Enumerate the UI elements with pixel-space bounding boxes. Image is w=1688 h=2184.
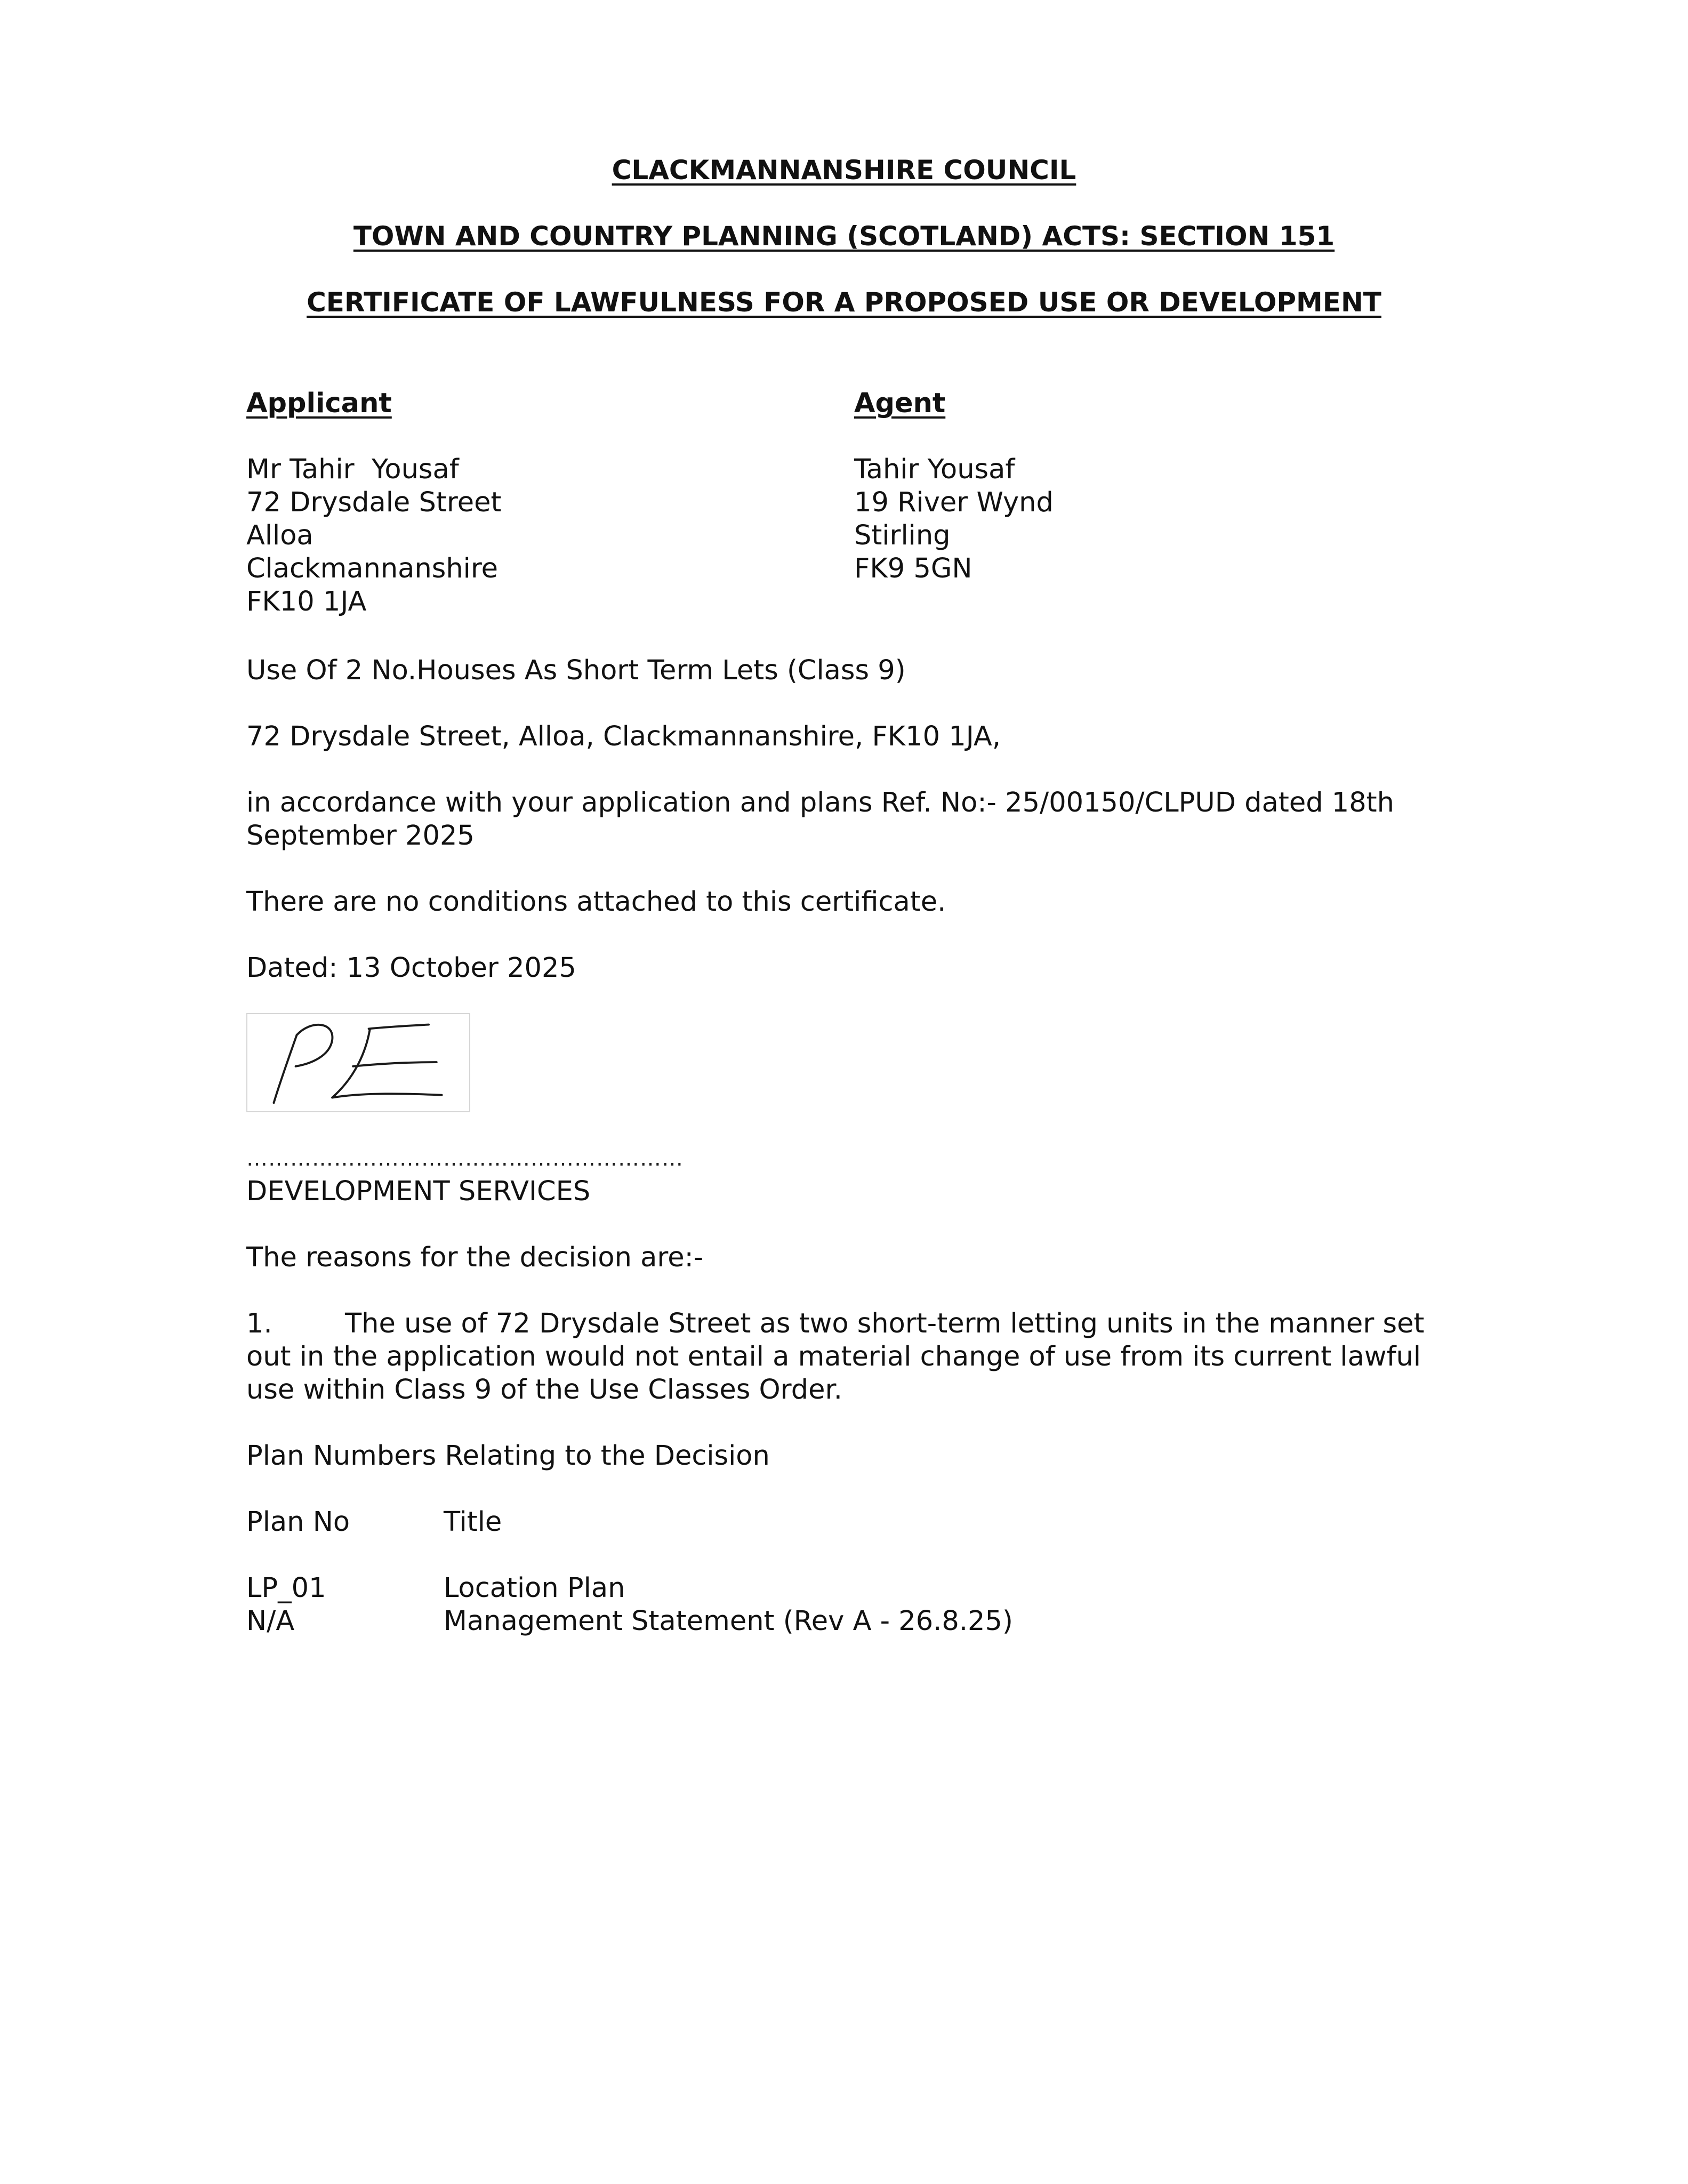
applicant-heading: Applicant	[246, 388, 392, 419]
applicant-line: Mr Tahir Yousaf	[246, 454, 459, 485]
agent-line: Tahir Yousaf	[854, 454, 1015, 485]
plan-title-column-header: Title	[444, 1506, 502, 1538]
applicant-address	[246, 453, 501, 619]
plan-title: Management Statement (Rev A - 26.8.25)	[444, 1605, 1013, 1637]
signature-image	[246, 1013, 470, 1112]
department-name: DEVELOPMENT SERVICES	[246, 1176, 591, 1207]
agent-address	[854, 453, 1054, 585]
applicant-line: FK10 1JA	[246, 586, 367, 617]
plan-no: LP_01	[246, 1572, 326, 1604]
reason-number: 1.	[246, 1308, 272, 1339]
certificate-title: CERTIFICATE OF LAWFULNESS FOR A PROPOSED USE OR DEVELOPMENT	[307, 287, 1381, 318]
agent-line: FK9 5GN	[854, 553, 972, 584]
reasons-intro: The reasons for the decision are:-	[246, 1242, 704, 1273]
reason-item	[246, 1307, 1451, 1407]
conditions-statement: There are no conditions attached to this certificate.	[246, 886, 946, 918]
reason-text: The use of 72 Drysdale Street as two short-term letting units in the manner set out in the application would not entail a material change of use from its current lawful use within Class 9 of the Use Classes Order.	[246, 1308, 1425, 1406]
proposal-description: Use Of 2 No.Houses As Short Term Lets (Class 9)	[246, 655, 906, 686]
plan-no: N/A	[246, 1605, 295, 1637]
plan-no-column-header: Plan No	[246, 1506, 350, 1538]
applicant-line: Alloa	[246, 520, 314, 551]
dated-line: Dated: 13 October 2025	[246, 952, 576, 984]
agent-heading: Agent	[854, 388, 946, 419]
act-heading: TOWN AND COUNTRY PLANNING (SCOTLAND) ACTS: SECTION 151	[353, 221, 1335, 252]
application-reference: in accordance with your application and plans Ref. No:- 25/00150/CLPUD dated 18th September 2025	[246, 787, 1395, 852]
applicant-line: Clackmannanshire	[246, 553, 499, 584]
council-heading: CLACKMANNANSHIRE COUNCIL	[612, 155, 1076, 186]
agent-line: Stirling	[854, 520, 951, 551]
plan-title: Location Plan	[444, 1572, 625, 1604]
site-address: 72 Drysdale Street, Alloa, Clackmannanshire, FK10 1JA,	[246, 721, 1001, 752]
agent-line: 19 River Wynd	[854, 487, 1054, 518]
plans-heading: Plan Numbers Relating to the Decision	[246, 1440, 770, 1472]
applicant-line: 72 Drysdale Street	[246, 487, 502, 518]
signature-drawing	[247, 1014, 469, 1111]
signature-line: ……………………………………………………	[246, 1146, 684, 1171]
